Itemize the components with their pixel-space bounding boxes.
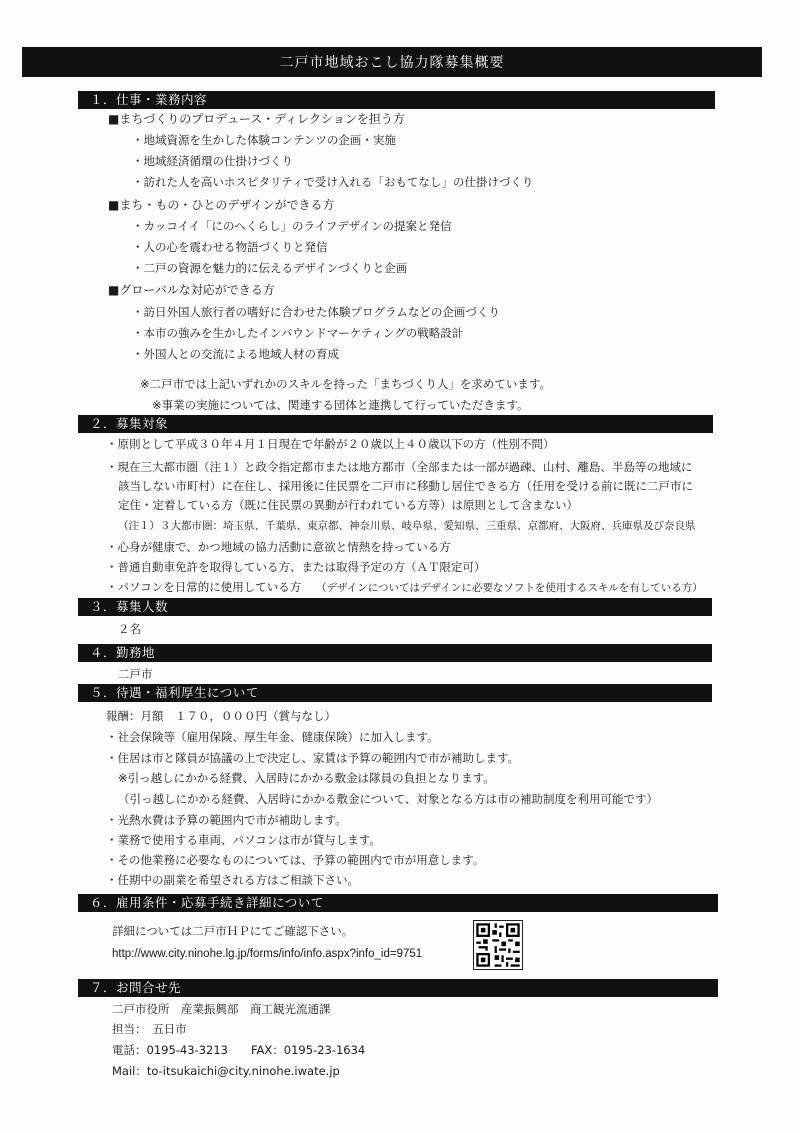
s1-group1-item3: ・訪れた人を高いホスピタリティで受け入れる「おもてなし」の仕掛けづくり: [132, 175, 534, 189]
s6-text: 詳細については二戸市ＨＰにてご確認下さい。: [112, 924, 354, 938]
s1-note1: ※二戸市では上記いずれかのスキルを持った「まちづくり人」を求めています。: [140, 377, 551, 391]
s2-line3: 該当しない市町村）に在住し、採用後に住民票を二戸市に移動し居住できる方（任用を受ける前に既に二戸市に: [118, 479, 693, 493]
s5-line1: ・社会保険等（雇用保険、厚生年金、健康保険）に加入します。: [106, 730, 439, 744]
s1-group2-item3: ・二戸の資源を魅力的に伝えるデザインづくりと企画: [132, 261, 408, 275]
s2-line2: ・現在三大都市圏（注１）と政令指定都市または地方都市（全部または一部が過疎、山村、離島、半島等の地域に: [106, 460, 693, 474]
s1-group3-item2: ・本市の強みを生かしたインバウンドマーケティングの戦略設計: [132, 326, 464, 340]
s5-line5: ・光熱水費は予算の範囲内で市が補助します。: [106, 813, 347, 827]
s1-group1-item1: ・地域資源を生かした体験コンテンツの企画・実施: [132, 133, 396, 147]
s4-value: 二戸市: [118, 667, 153, 681]
s1-group2-item2: ・人の心を震わせる物語づくりと発信: [132, 240, 328, 254]
s1-group1-item2: ・地域経済循環の仕掛けづくり: [132, 154, 293, 168]
page-title: 二戸市地域おこし協力隊募集概要: [22, 47, 762, 77]
s1-group2-title: ■まち・もの・ひとのデザインができる方: [108, 198, 335, 212]
s3-value: ２名: [118, 622, 141, 636]
s5-line4: （引っ越しにかかる経費、入居時にかかる敷金について、対象となる方は市の補助制度を利用可能です）: [118, 792, 659, 806]
s1-group1-title: ■まちづくりのプロデュース・ディレクションを担う方: [108, 112, 405, 126]
s5-line2: ・住居は市と隊員が協議の上で決定し、家賃は予算の範囲内で市が補助します。: [106, 751, 520, 765]
section-5-heading: ５．待遇・福利厚生について: [78, 684, 712, 702]
s1-group3-title: ■グローバルな対応ができる方: [108, 283, 275, 297]
s1-group2-item1: ・カッコイイ「にのへくらし」のライフデザインの提案と発信: [132, 219, 452, 233]
s7-phone-fax: 電話：0195-43-3213 FAX：0195-23-1634: [112, 1043, 366, 1057]
section-6-heading: ６．雇用条件・応募手続き詳細について: [78, 894, 718, 912]
s5-line3: ※引っ越しにかかる経費、入居時にかかる敷金は隊員の負担となります。: [118, 771, 495, 785]
s7-office: 二戸市役所 産業振興部 商工観光流通課: [112, 1002, 331, 1016]
section-2-heading: ２．募集対象: [78, 415, 713, 433]
s5-line8: ・任期中の副業を希望される方はご相談下さい。: [106, 873, 359, 887]
s2-line7: ・パソコンを日常的に使用している方: [106, 580, 302, 594]
s6-url-link[interactable]: http://www.city.ninohe.lg.jp/forms/info/info.aspx?info_id=9751: [112, 948, 423, 960]
section-1-heading: １．仕事・業務内容: [78, 91, 715, 109]
section-4-heading: ４．勤務地: [78, 644, 712, 662]
s2-line7-note: （デザインについてはデザインに必要なソフトを使用するスキルを有している方）: [316, 582, 703, 594]
s5-line6: ・業務で使用する車両、パソコンは市が貸与します。: [106, 833, 381, 847]
s1-note2: ※事業の実施については、関連する団体と連携して行っていただきます。: [152, 398, 529, 412]
s2-line6: ・普通自動車免許を取得している方、または取得予定の方（ＡＴ限定可）: [106, 560, 486, 574]
s2-note: （注１）３大都市圏：埼玉県、千葉県、東京都、神奈川県、岐阜県、愛知県、三重県、京都府、大阪府、兵庫県及び奈良県: [118, 520, 696, 532]
qr-code-icon: [473, 920, 523, 970]
s5-salary: 報酬：月額 １７０，０００円（賞与なし）: [106, 709, 336, 723]
s7-mail: Mail：to-itsukaichi@city.ninohe.iwate.jp: [112, 1064, 340, 1078]
s7-contact-person: 担当： 五日市: [112, 1022, 187, 1036]
s5-line7: ・その他業務に必要なものについては、予算の範囲内で市が用意します。: [106, 853, 485, 867]
s2-line4: 定住・定着している方（既に住民票の異動が行われている方等）は原則として含まない）: [118, 498, 578, 512]
s2-line1: ・原則として平成３０年４月１日現在で年齢が２０歳以上４０歳以下の方（性別不問）: [106, 437, 555, 451]
s1-group3-item1: ・訪日外国人旅行者の嗜好に合わせた体験プログラムなどの企画づくり: [132, 305, 500, 319]
s2-line5: ・心身が健康で、かつ地域の協力活動に意欲と情熱を持っている方: [106, 540, 451, 554]
section-7-heading: ７．お問合せ先: [78, 979, 718, 997]
s1-group3-item3: ・外国人との交流による地域人材の育成: [132, 347, 339, 361]
section-3-heading: ３．募集人数: [78, 598, 712, 616]
